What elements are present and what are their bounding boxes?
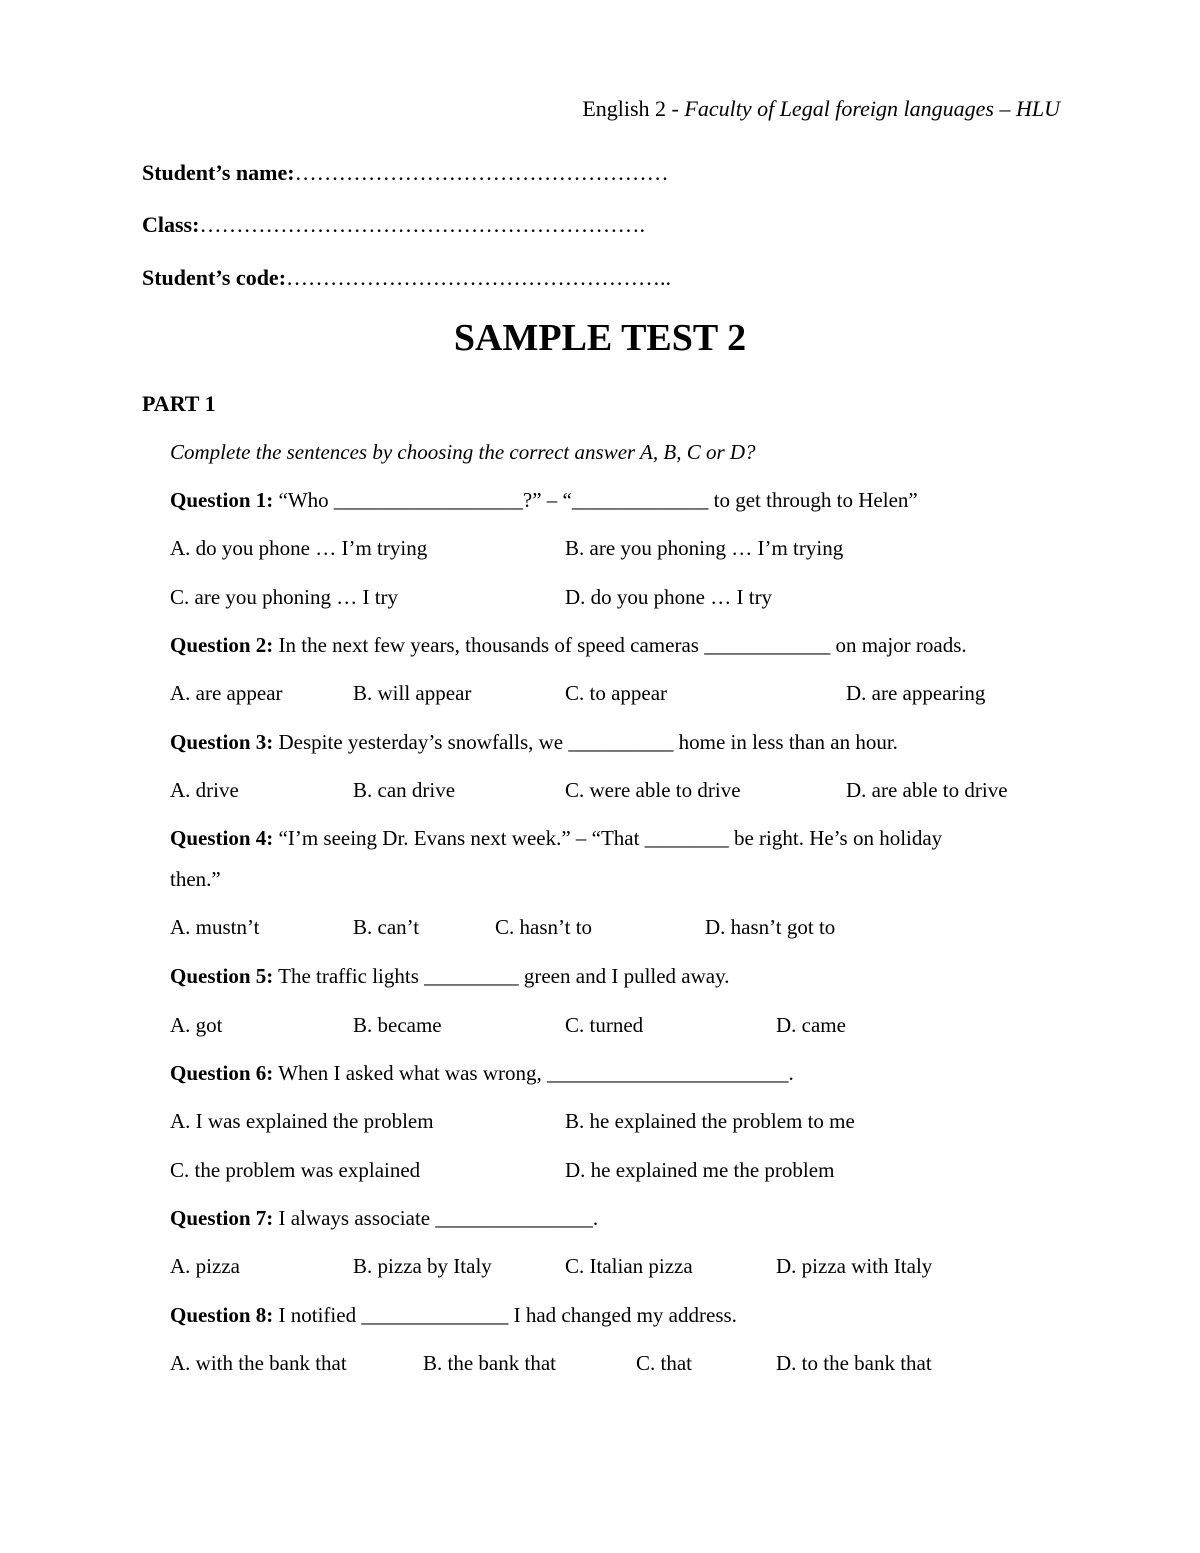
question-label: Question 1:	[170, 488, 274, 512]
question-text: When I asked what was wrong, _______________________.	[273, 1061, 794, 1085]
instruction: Complete the sentences by choosing the correct answer A, B, C or D?	[170, 440, 756, 464]
student-code-field	[142, 265, 671, 291]
option-c: C. turned	[565, 1013, 644, 1037]
question-text: I always associate _______________.	[273, 1206, 599, 1230]
option-d: D. hasn’t got to	[705, 915, 836, 939]
student-name-field	[142, 160, 669, 186]
option-a: A. are appear	[170, 681, 283, 705]
page-header	[582, 96, 1060, 122]
option-a: A. drive	[170, 778, 239, 802]
option-b: B. the bank that	[423, 1351, 556, 1375]
question-4	[170, 826, 942, 851]
option-b: B. became	[353, 1013, 442, 1037]
field-label: Student’s name:	[142, 160, 295, 185]
field-label: Student’s code:	[142, 265, 287, 290]
question-label: Question 4:	[170, 826, 274, 850]
question-2	[170, 633, 967, 658]
question-text: Despite yesterday’s snowfalls, we __________ home in less than an hour.	[273, 730, 898, 754]
question-label: Question 8:	[170, 1303, 274, 1327]
question-label: Question 3:	[170, 730, 274, 754]
header-course: English 2 -	[582, 96, 685, 121]
option-a: A. with the bank that	[170, 1351, 347, 1375]
question-7	[170, 1206, 598, 1231]
option-c: C. were able to drive	[565, 778, 741, 802]
header-faculty: Faculty of Legal foreign languages – HLU	[684, 96, 1060, 121]
option-c: C. to appear	[565, 681, 668, 705]
field-dots: …………………………………………………….	[199, 212, 645, 237]
question-text: I notified ______________ I had changed my address.	[273, 1303, 737, 1327]
question-text: “I’m seeing Dr. Evans next week.” – “That ________ be right. He’s on holiday	[273, 826, 943, 850]
question-text: In the next few years, thousands of speed cameras ____________ on major roads.	[273, 633, 967, 657]
option-a: A. pizza	[170, 1254, 240, 1278]
question-label: Question 6:	[170, 1061, 274, 1085]
option-d: D. he explained me the problem	[565, 1158, 835, 1182]
option-a: A. do you phone … I’m trying	[170, 536, 428, 560]
question-8	[170, 1303, 737, 1328]
class-field	[142, 212, 645, 238]
question-text: “Who __________________?” – “_____________ to get through to Helen”	[273, 488, 918, 512]
option-d: D. came	[776, 1013, 846, 1037]
option-d: D. are appearing	[846, 681, 986, 705]
option-c: C. Italian pizza	[565, 1254, 693, 1278]
option-a: A. I was explained the problem	[170, 1109, 434, 1133]
option-b: B. can drive	[353, 778, 456, 802]
question-4-continuation: then.”	[170, 867, 221, 891]
field-label: Class:	[142, 212, 200, 237]
field-dots: ……………………………………………..	[286, 265, 672, 290]
question-text: The traffic lights _________ green and I pulled away.	[273, 964, 730, 988]
field-dots: ……………………………………………	[294, 160, 669, 185]
option-b: B. he explained the problem to me	[565, 1109, 855, 1133]
option-b: B. pizza by Italy	[353, 1254, 492, 1278]
option-d: D. to the bank that	[776, 1351, 932, 1375]
option-c: C. hasn’t to	[495, 915, 593, 939]
option-b: B. can’t	[353, 915, 420, 939]
option-d: D. are able to drive	[846, 778, 1008, 802]
page-title: SAMPLE TEST 2	[453, 317, 747, 359]
option-c: C. that	[636, 1351, 692, 1375]
part-heading: PART 1	[142, 391, 216, 416]
option-d: D. pizza with Italy	[776, 1254, 933, 1278]
question-label: Question 5:	[170, 964, 274, 988]
question-3	[170, 730, 898, 755]
option-b: B. will appear	[353, 681, 472, 705]
question-5	[170, 964, 730, 989]
question-6	[170, 1061, 794, 1086]
option-d: D. do you phone … I try	[565, 585, 773, 609]
option-a: A. mustn’t	[170, 915, 260, 939]
option-c: C. the problem was explained	[170, 1158, 421, 1182]
question-label: Question 2:	[170, 633, 274, 657]
option-c: C. are you phoning … I try	[170, 585, 399, 609]
question-1	[170, 488, 918, 513]
question-label: Question 7:	[170, 1206, 274, 1230]
option-b: B. are you phoning … I’m trying	[565, 536, 844, 560]
option-a: A. got	[170, 1013, 223, 1037]
